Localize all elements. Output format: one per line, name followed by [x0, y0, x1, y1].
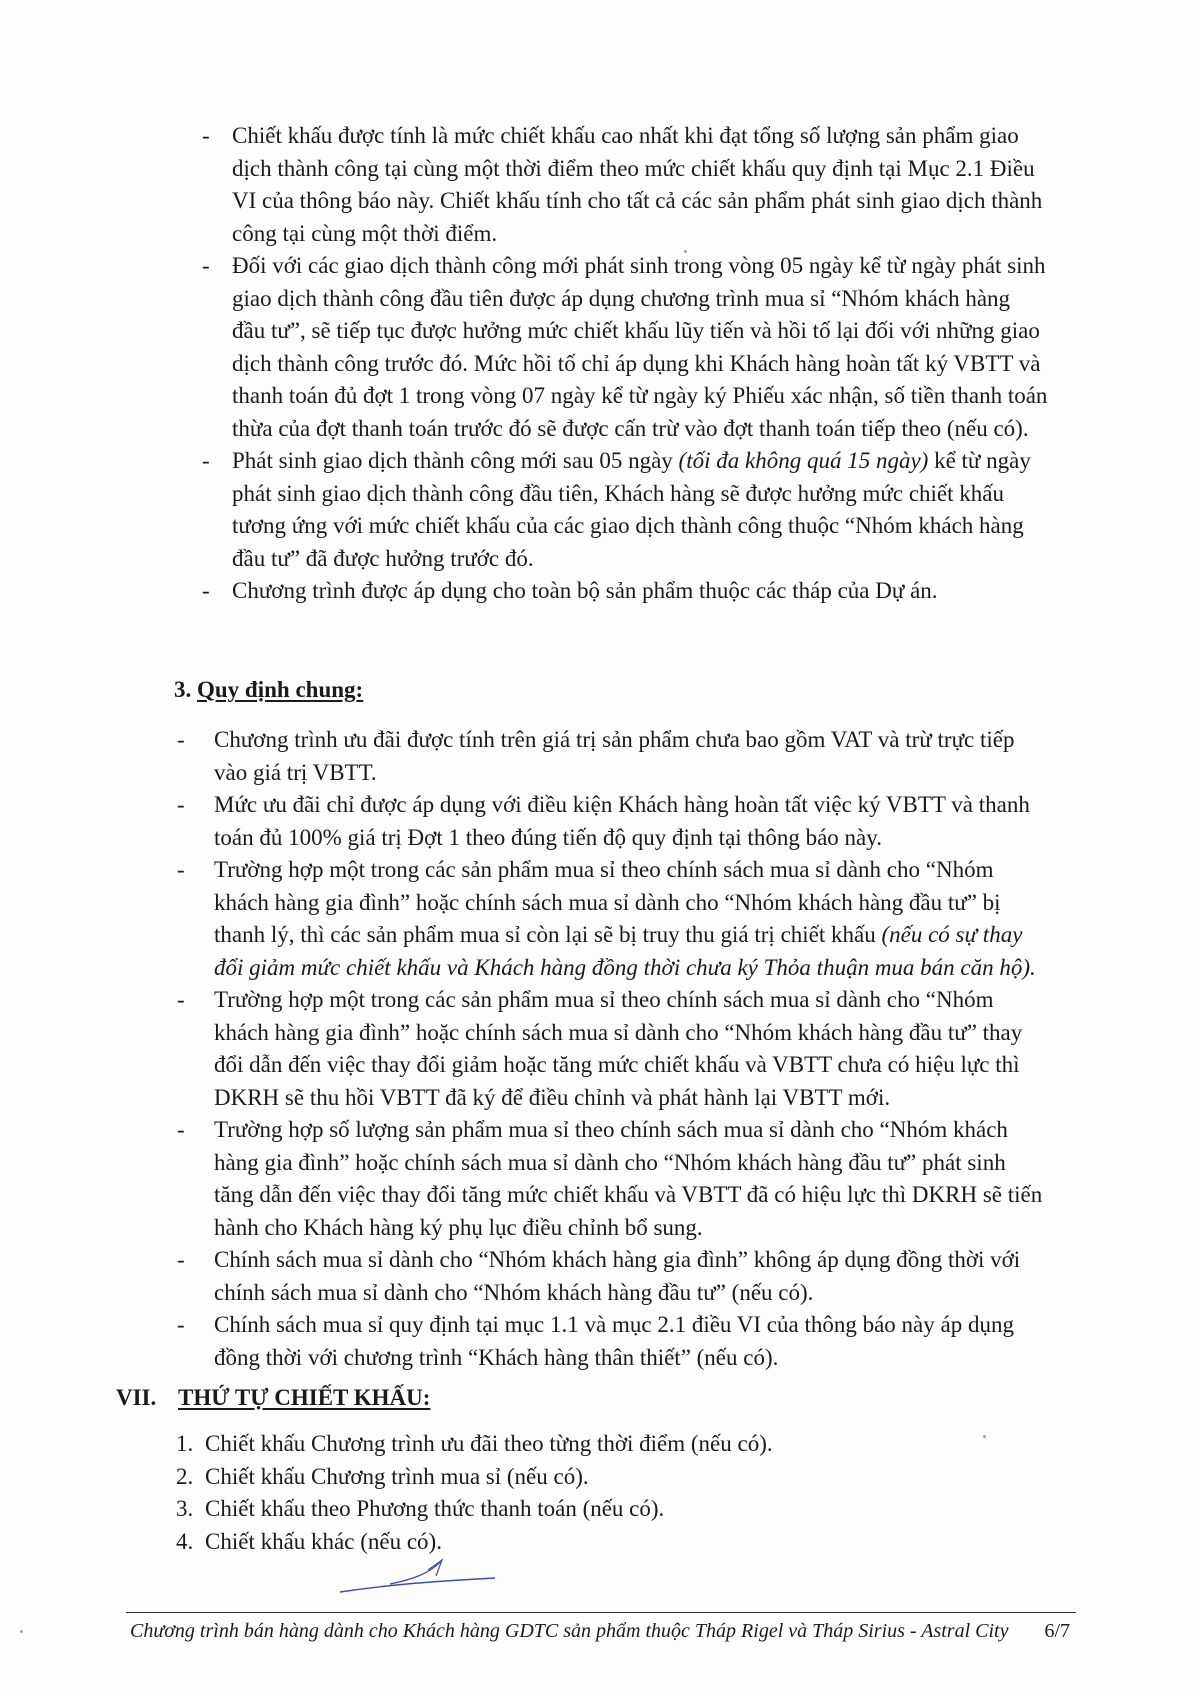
- section-title: Quy định chung:: [197, 677, 364, 702]
- item-text: Chiết khấu khác (nếu có).: [205, 1528, 442, 1554]
- text-line: đầu tư”, sẽ tiếp tục được hưởng mức chiết khấu lũy tiến và hồi tố lại đối với những giao: [232, 318, 1040, 343]
- text-line: Trường hợp một trong các sản phẩm mua sỉ theo chính sách mua sỉ dành cho “Nhóm: [214, 987, 994, 1012]
- bullet-dash: -: [202, 448, 210, 473]
- text-line: đồng thời với chương trình “Khách hàng thân thiết” (nếu có).: [214, 1344, 779, 1370]
- text-run: Phát sinh giao dịch thành công mới sau 05 ngày: [232, 448, 679, 473]
- text-line: Chính sách mua sỉ quy định tại mục 1.1 và mục 2.1 điều VI của thông báo này áp dụng: [214, 1312, 1014, 1337]
- text-line: thanh toán đủ đợt 1 trong vòng 07 ngày kể từ ngày ký Phiếu xác nhận, số tiền thanh toán: [232, 383, 1048, 408]
- text-line: toán đủ 100% giá trị Đợt 1 theo đúng tiến độ quy định tại thông báo này.: [214, 824, 882, 850]
- italic-note: (nếu có sự thay: [881, 922, 1023, 947]
- section-vii-heading: [116, 1385, 430, 1411]
- text-line: tương ứng với mức chiết khấu của các giao dịch thành công thuộc “Nhóm khách hàng: [232, 513, 1024, 538]
- bullet-list-discount-rules: [202, 120, 1068, 608]
- list-item: [176, 1461, 1076, 1494]
- bullet-dash: -: [177, 1312, 185, 1337]
- list-item: [177, 854, 1070, 984]
- list-item: [177, 789, 1070, 854]
- page-footer: [130, 1620, 1070, 1643]
- scan-speck: [20, 1630, 23, 1633]
- bullet-list-general-rules: [177, 724, 1070, 1374]
- bullet-dash: -: [177, 727, 185, 752]
- text-line: Trường hợp một trong các sản phẩm mua sỉ theo chính sách mua sỉ dành cho “Nhóm: [214, 857, 994, 882]
- text-line: khách hàng gia đình” hoặc chính sách mua sỉ dành cho “Nhóm khách hàng đầu tư” thay: [214, 1019, 1023, 1045]
- item-text: Chiết khấu Chương trình mua sỉ (nếu có).: [205, 1463, 589, 1489]
- bullet-dash: -: [177, 1117, 185, 1142]
- text-line: dịch thành công trước đó. Mức hồi tố chỉ áp dụng khi Khách hàng hoàn tất ký VBTT và: [232, 350, 1041, 376]
- scan-speck: [983, 1435, 986, 1438]
- text-line: thừa của đợt thanh toán trước đó sẽ được cấn trừ vào đợt thanh toán tiếp theo (nếu có).: [232, 415, 1029, 441]
- text-line: đổi dẫn đến việc thay đổi giảm hoặc tăng mức chiết khấu và VBTT chưa có hiệu lực thì: [214, 1052, 1020, 1077]
- item-number: 4.: [176, 1528, 194, 1554]
- text-line: vào giá trị VBTT.: [214, 759, 377, 785]
- text-line: hàng gia đình” hoặc chính sách mua sỉ dành cho “Nhóm khách hàng đầu tư” phát sinh: [214, 1149, 1006, 1175]
- text-line: VI của thông báo này. Chiết khấu tính cho tất cả các sản phẩm phát sinh giao dịch thành: [232, 188, 1043, 213]
- text-line: dịch thành công tại cùng một thời điểm theo mức chiết khấu quy định tại Mục 2.1 Điều: [232, 155, 1035, 181]
- bullet-dash: -: [177, 792, 185, 817]
- bullet-dash: -: [202, 253, 210, 278]
- list-item: [202, 120, 1068, 250]
- text-line: DKRH sẽ thu hồi VBTT đã ký để điều chỉnh và phát hành lại VBTT mới.: [214, 1084, 891, 1110]
- text-line: Mức ưu đãi chỉ được áp dụng với điều kiện Khách hàng hoàn tất việc ký VBTT và thanh: [214, 792, 1030, 817]
- text-line: [232, 445, 1068, 478]
- list-item: [177, 1309, 1070, 1374]
- italic-note: đổi giảm mức chiết khấu và Khách hàng đồng thời chưa ký Thỏa thuận mua bán căn hộ).: [214, 954, 1036, 980]
- text-line: Trường hợp số lượng sản phẩm mua sỉ theo chính sách mua sỉ dành cho “Nhóm khách: [214, 1117, 1008, 1142]
- list-item: [176, 1526, 1076, 1559]
- item-text: Chiết khấu theo Phương thức thanh toán (nếu có).: [205, 1496, 665, 1521]
- italic-note: (tối đa không quá 15 ngày): [678, 448, 929, 473]
- section-number: 3.: [174, 677, 192, 702]
- ordered-discount-list: [176, 1428, 1076, 1558]
- list-item: [177, 984, 1070, 1114]
- text-line: công tại cùng một thời điểm.: [232, 220, 498, 246]
- text-line: Chương trình được áp dụng cho toàn bộ sản phẩm thuộc các tháp của Dự án.: [232, 578, 938, 603]
- item-text: Chiết khấu Chương trình ưu đãi theo từng thời điểm (nếu có).: [205, 1431, 773, 1456]
- list-item: [202, 250, 1068, 445]
- bullet-dash: -: [177, 1247, 185, 1272]
- text-line: Chiết khấu được tính là mức chiết khấu cao nhất khi đạt tổng số lượng sản phẩm giao: [232, 123, 1019, 148]
- text-line: Chương trình ưu đãi được tính trên giá trị sản phẩm chưa bao gồm VAT và trừ trực tiếp: [214, 727, 1015, 752]
- page-number: 6/7: [1044, 1620, 1070, 1642]
- text-line: Chính sách mua sỉ dành cho “Nhóm khách hàng gia đình” không áp dụng đồng thời với: [214, 1247, 1021, 1272]
- bullet-dash: -: [177, 987, 185, 1012]
- text-line: giao dịch thành công đầu tiên được áp dụng chương trình mua sỉ “Nhóm khách hàng: [232, 285, 1011, 311]
- text-line: khách hàng gia đình” hoặc chính sách mua sỉ dành cho “Nhóm khách hàng đầu tư” bị: [214, 889, 1001, 915]
- list-item: [202, 445, 1068, 575]
- item-number: 3.: [176, 1496, 194, 1521]
- item-number: 1.: [176, 1431, 194, 1456]
- list-item: [177, 1244, 1070, 1309]
- text-run: thanh lý, thì các sản phẩm mua sỉ còn lại sẽ bị truy thu giá trị chiết khấu: [214, 922, 882, 947]
- text-line: đầu tư” đã được hưởng trước đó.: [232, 545, 534, 571]
- list-item: [177, 724, 1070, 789]
- signature-initials: [330, 1540, 510, 1600]
- text-line: phát sinh giao dịch thành công đầu tiên, Khách hàng sẽ được hưởng mức chiết khấu: [232, 480, 1004, 506]
- list-item: [176, 1493, 1076, 1526]
- section-number: VII.: [116, 1385, 157, 1410]
- text-line: chính sách mua sỉ dành cho “Nhóm khách hàng đầu tư” (nếu có).: [214, 1279, 814, 1305]
- item-number: 2.: [176, 1463, 194, 1489]
- footer-rule: [126, 1612, 1076, 1613]
- list-item: [176, 1428, 1076, 1461]
- list-item: [177, 1114, 1070, 1244]
- text-line: Đối với các giao dịch thành công mới phát sinh trong vòng 05 ngày kể từ ngày phát sinh: [232, 253, 1046, 278]
- section-3-heading: [174, 677, 363, 703]
- text-line: hành cho Khách hàng ký phụ lục điều chỉnh bổ sung.: [214, 1214, 703, 1240]
- text-line: tăng dẫn đến việc thay đổi tăng mức chiết khấu và VBTT đã có hiệu lực thì DKRH sẽ tiến: [214, 1182, 1043, 1207]
- section-title: THỨ TỰ CHIẾT KHẤU:: [178, 1385, 431, 1410]
- text-run: kể từ ngày: [928, 448, 1031, 473]
- bullet-dash: -: [177, 857, 185, 882]
- bullet-dash: -: [202, 578, 210, 603]
- bullet-dash: -: [202, 123, 210, 148]
- scan-speck: [684, 250, 687, 253]
- footer-text: Chương trình bán hàng dành cho Khách hàng GDTC sản phẩm thuộc Tháp Rigel và Tháp Sirius - Astral City: [130, 1620, 1009, 1642]
- text-line: [214, 919, 1070, 952]
- text-line: [214, 952, 1070, 985]
- list-item: [202, 575, 1068, 608]
